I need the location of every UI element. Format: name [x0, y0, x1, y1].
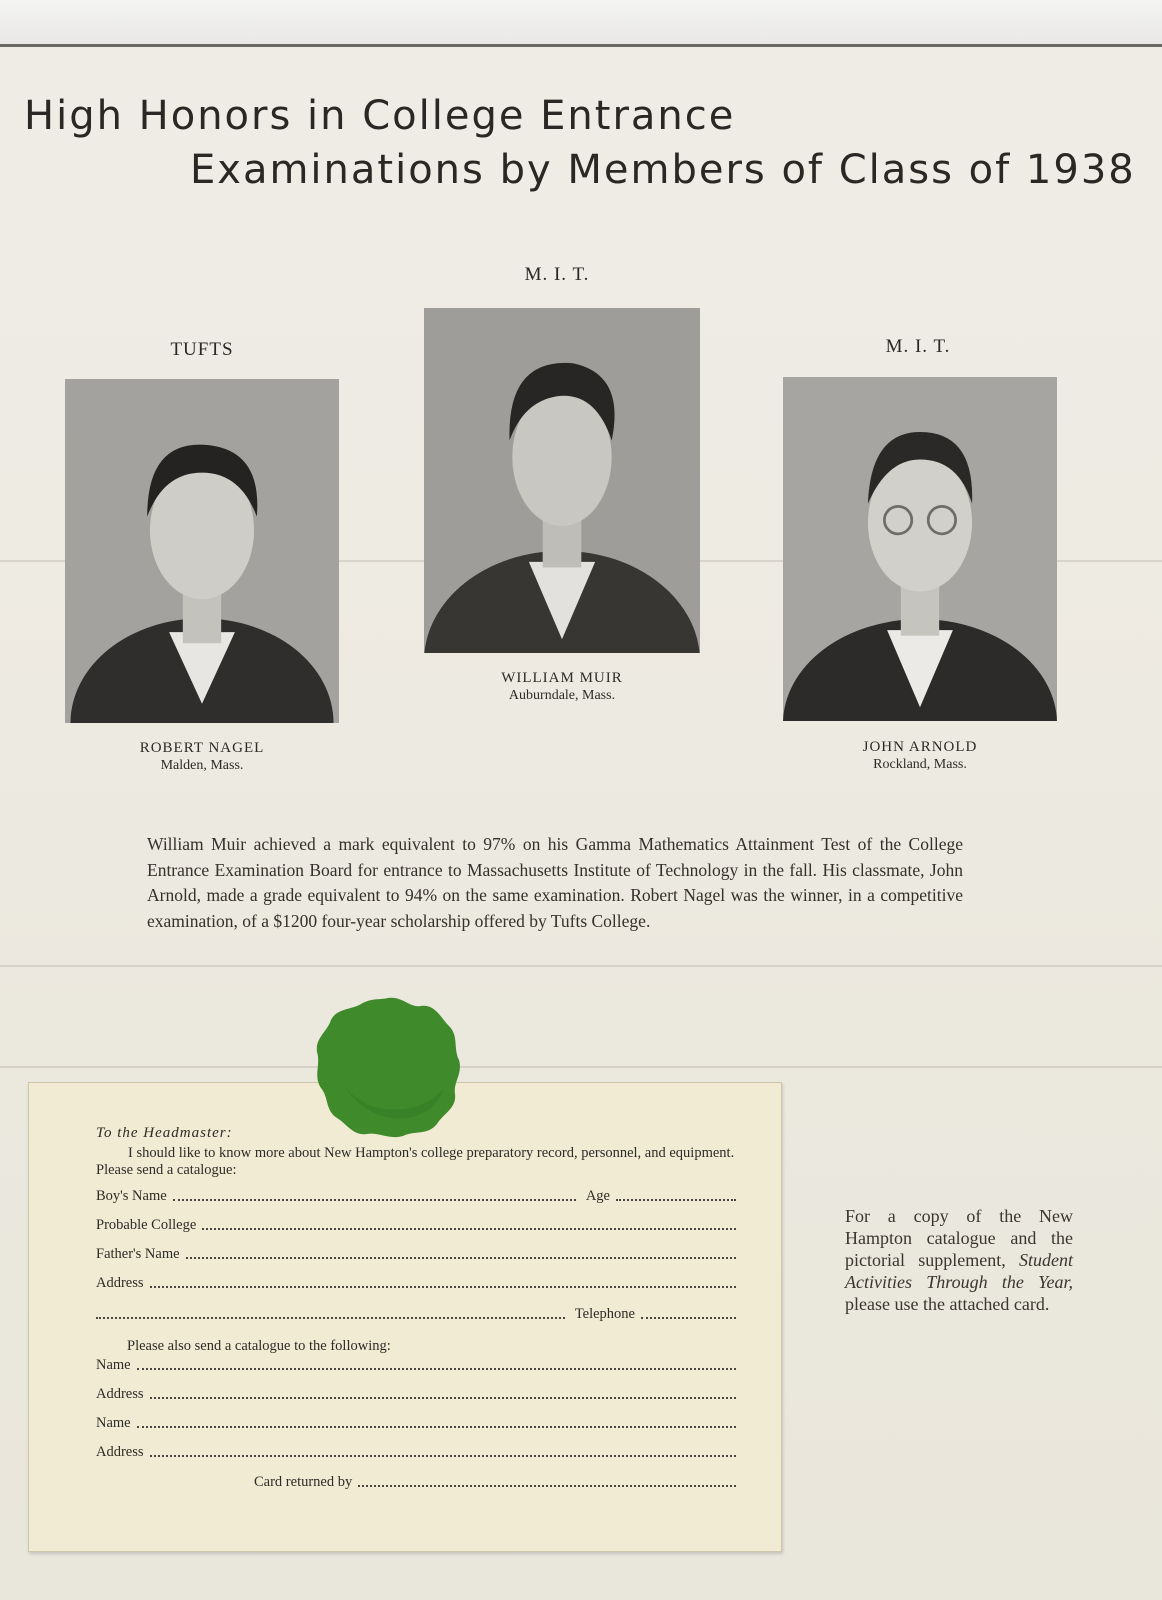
field-label: Father's Name: [96, 1246, 180, 1262]
fathers-name-field[interactable]: [96, 1245, 736, 1263]
catalogue-note: [845, 1205, 1073, 1315]
student-name: JOHN ARNOLD: [862, 739, 978, 755]
student-town: Malden, Mass.: [160, 758, 244, 773]
field-label: Card returned by: [254, 1474, 353, 1490]
field-label: Address: [96, 1386, 144, 1402]
dotted-line: [150, 1286, 736, 1288]
card-returned-by-field[interactable]: [254, 1473, 736, 1491]
college-label-tufts: TUFTS: [170, 339, 234, 360]
dotted-line: [96, 1317, 565, 1319]
fold-line: [0, 1066, 1162, 1068]
field-label: Name: [96, 1415, 131, 1431]
dotted-line: [137, 1426, 736, 1428]
dotted-line: [641, 1317, 736, 1319]
page-title-line-2: Examinations by Members of Class of 1938: [190, 147, 1136, 193]
note-italic-title: Student Activities Through the Year,: [845, 1250, 1073, 1292]
dotted-line: [202, 1228, 736, 1230]
dotted-line: [173, 1199, 576, 1201]
field-label: Address: [96, 1275, 144, 1291]
field-label: Telephone: [574, 1306, 635, 1322]
dotted-line: [186, 1257, 736, 1259]
student-town: Auburndale, Mass.: [508, 688, 616, 703]
probable-college-field[interactable]: [96, 1216, 736, 1234]
page-title-line-1: High Honors in College Entrance: [24, 93, 736, 139]
card-greeting: To the Headmaster:: [96, 1125, 233, 1141]
dotted-line: [358, 1485, 736, 1487]
card-intro: [96, 1145, 736, 1179]
field-label: Name: [96, 1357, 131, 1373]
extra-name-field-2[interactable]: [96, 1414, 736, 1432]
student-town: Rockland, Mass.: [873, 757, 967, 772]
dotted-line: [616, 1199, 736, 1201]
telephone-field[interactable]: [96, 1305, 736, 1323]
student-name: ROBERT NAGEL: [139, 740, 265, 756]
dotted-line: [150, 1455, 736, 1457]
also-send-text: Please also send a catalogue to the following:: [127, 1338, 391, 1354]
college-label-mit: M. I. T.: [885, 336, 951, 357]
dotted-line: [137, 1368, 736, 1370]
extra-address-field-2[interactable]: [96, 1443, 736, 1461]
extra-address-field-1[interactable]: [96, 1385, 736, 1403]
scan-top-band: [0, 0, 1162, 47]
portrait-photo-john-arnold: [783, 377, 1057, 721]
field-label: Boy's Name: [96, 1188, 167, 1204]
portrait-photo-william-muir: [424, 308, 700, 653]
student-caption-robert-nagel: [67, 739, 337, 775]
field-label: Age: [585, 1188, 610, 1204]
field-label: Address: [96, 1444, 144, 1460]
card-intro-text: I should like to know more about New Hampton's college preparatory record, personnel, and equipment. Please send a catalogue:: [96, 1145, 735, 1178]
boys-name-field[interactable]: [96, 1187, 736, 1205]
extra-name-field-1[interactable]: [96, 1356, 736, 1374]
portrait-photo-robert-nagel: [65, 379, 339, 723]
address-field[interactable]: [96, 1274, 736, 1292]
note-text: For a copy of the New Hampton catalogue and the pictorial supplement,: [845, 1206, 1073, 1270]
college-label-mit: M. I. T.: [524, 264, 590, 285]
student-caption-william-muir: [427, 669, 697, 705]
green-seal-sticker: [313, 994, 463, 1140]
reply-card: [28, 1082, 782, 1552]
results-paragraph: William Muir achieved a mark equivalent to 97% on his Gamma Mathematics Attainment Test of the College Entrance Examination Board for entrance to Massachusetts Institute of Technology in the fall. His classmate, John Arnold, made a grade equivalent to 94% on the same examination. Robert Nagel was the winner, in a competitive examination, of a $1200 four-year scholarship offered by Tufts College.: [147, 834, 963, 931]
student-caption-john-arnold: [785, 738, 1055, 774]
dotted-line: [150, 1397, 736, 1399]
student-name: WILLIAM MUIR: [501, 670, 623, 686]
note-text: please use the attached card.: [845, 1294, 1050, 1314]
field-label: Probable College: [96, 1217, 197, 1233]
fold-line: [0, 965, 1162, 967]
